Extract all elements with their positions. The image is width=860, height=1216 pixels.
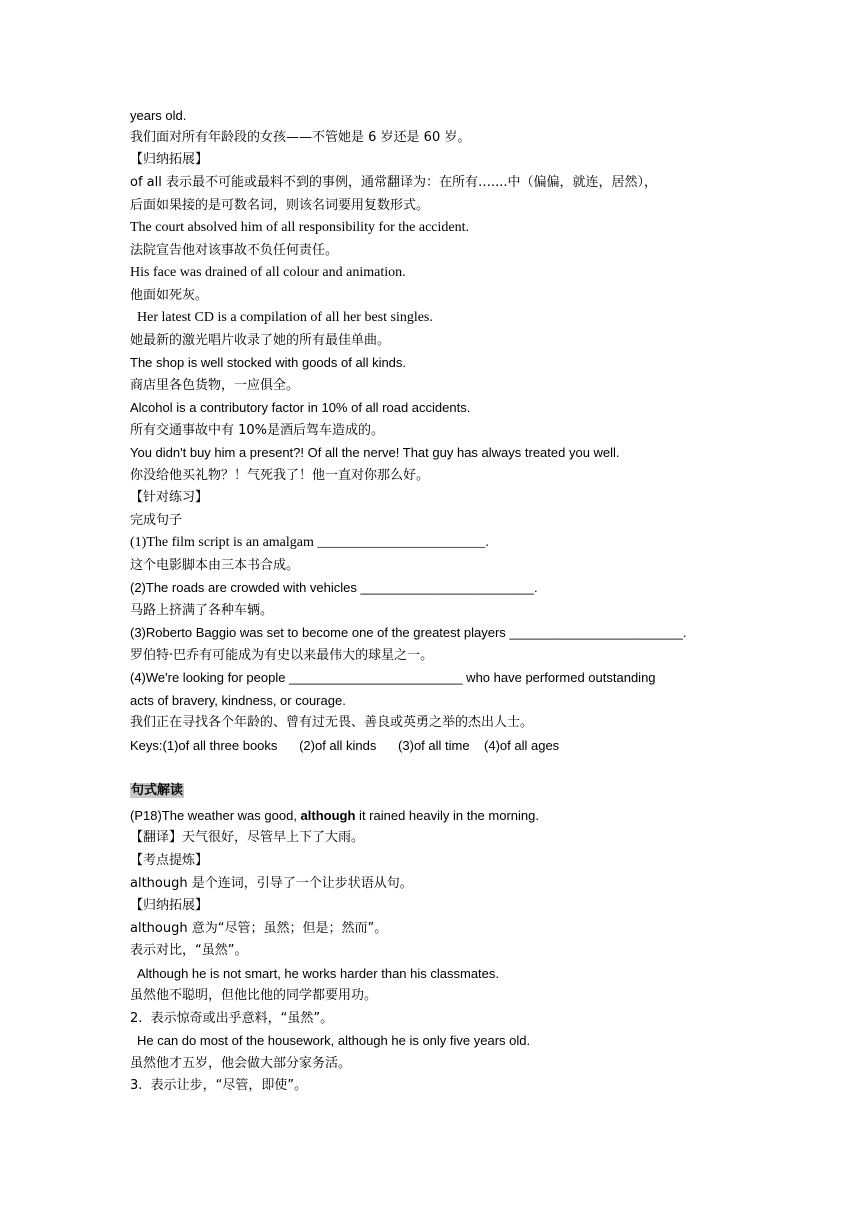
translation-line: 马路上挤满了各种车辆。 (130, 603, 274, 618)
text-line: of all 表示最不可能或最料不到的事例，通常翻译为：在所有…....中（偏偏，就连，居然）， (130, 175, 658, 190)
text-line: 2. 表示惊奇或出乎意料，“虽然”。 (130, 1011, 334, 1026)
translation-line: 法院宣告他对该事故不负任何责任。 (130, 243, 339, 258)
answer-keys: Keys:(1)of all three books (2)of all kinds (3)of all time (4)of all ages (130, 738, 560, 753)
exercise-item: (2)The roads are crowded with vehicles ________________________. (130, 580, 538, 595)
translation-line: 这个电影脚本由三本书合成。 (130, 558, 300, 573)
section-heading: 【考点提炼】 (130, 853, 209, 868)
translation-line: 你没给他买礼物？！气死我了！他一直对你那么好。 (130, 468, 430, 483)
text-line: although 是个连词，引导了一个让步状语从句。 (130, 876, 413, 891)
example-sentence: Although he is not smart, he works harder than his classmates. (137, 966, 500, 981)
text-line: 表示对比，“虽然”。 (130, 943, 248, 958)
exercise-item: (3)Roberto Baggio was set to become one of the greatest players ________________________. (130, 625, 687, 640)
exercise-item: (1)The film script is an amalgam ________________________. (130, 535, 489, 550)
exercise-instruction: 完成句子 (130, 513, 183, 528)
text-line: years old. (130, 108, 187, 123)
key-sentence: (P18)The weather was good, although it rained heavily in the morning. (130, 808, 539, 823)
example-sentence: Her latest CD is a compilation of all her best singles. (137, 310, 433, 325)
translation-line: 虽然他不聪明，但他比他的同学都要用功。 (130, 988, 378, 1003)
example-sentence: His face was drained of all colour and animation. (130, 265, 406, 280)
translation-line: 他面如死灰。 (130, 288, 209, 303)
translation-line: 她最新的激光唱片收录了她的所有最佳单曲。 (130, 333, 391, 348)
section-heading: 【针对练习】 (130, 490, 209, 505)
translation-line: 【翻译】天气很好，尽管早上下了大雨。 (130, 830, 365, 845)
example-sentence: He can do most of the housework, although he is only five years old. (137, 1033, 531, 1048)
keyword-although: although (300, 808, 356, 823)
example-sentence: You didn't buy him a present?! Of all the nerve! That guy has always treated you well. (130, 445, 620, 460)
text-line: 我们面对所有年龄段的女孩——不管她是 6 岁还是 60 岁。 (130, 130, 471, 145)
text-line: although 意为“尽管；虽然；但是；然而”。 (130, 921, 388, 936)
example-sentence: Alcohol is a contributory factor in 10% of all road accidents. (130, 400, 471, 415)
translation-line: 所有交通事故中有 10%是酒后驾车造成的。 (130, 423, 385, 438)
example-sentence: The court absolved him of all responsibility for the accident. (130, 220, 470, 235)
exercise-item: (4)We're looking for people ________________________ who have performed outstanding (130, 670, 656, 685)
text-line: 后面如果接的是可数名词，则该名词要用复数形式。 (130, 198, 430, 213)
section-title-sentence-analysis: 句式解读 (131, 783, 184, 798)
translation-line: 商店里各色货物，一应俱全。 (130, 378, 300, 393)
section-heading: 【归纳拓展】 (130, 152, 209, 167)
exercise-item-continued: acts of bravery, kindness, or courage. (130, 693, 346, 708)
example-sentence: The shop is well stocked with goods of all kinds. (130, 355, 407, 370)
section-heading: 【归纳拓展】 (130, 898, 209, 913)
translation-line: 罗伯特·巴乔有可能成为有史以来最伟大的球星之一。 (130, 648, 434, 663)
translation-line: 我们正在寻找各个年龄的、曾有过无畏、善良或英勇之举的杰出人士。 (130, 715, 534, 730)
text-line: 3. 表示让步，“尽管，即使”。 (130, 1078, 308, 1093)
translation-line: 虽然他才五岁，他会做大部分家务活。 (130, 1056, 352, 1071)
